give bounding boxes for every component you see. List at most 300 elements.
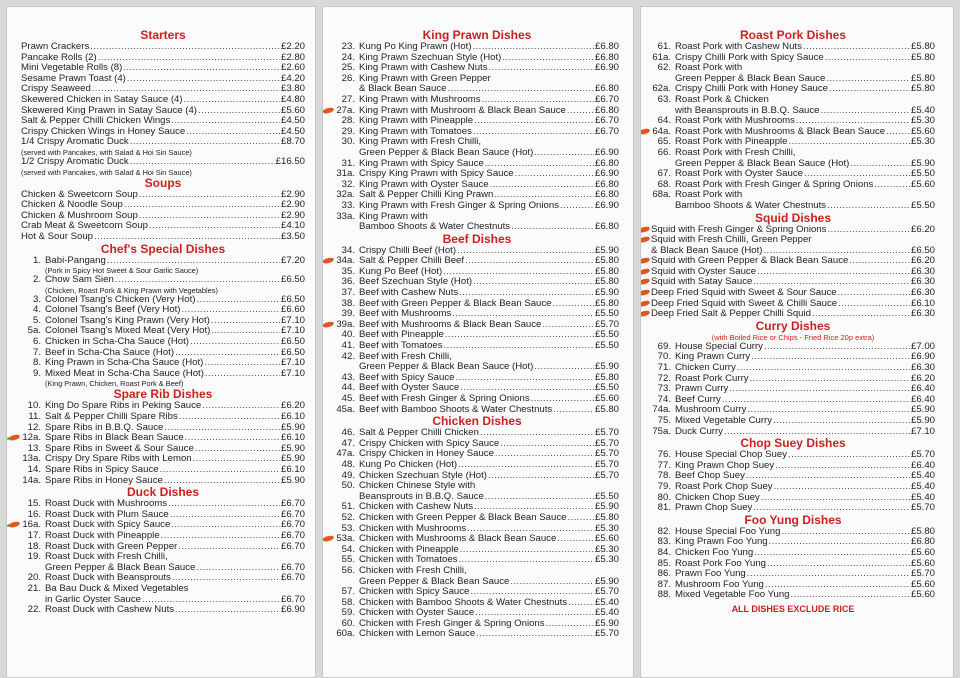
item-number: 9. [32,367,41,379]
item-name: Beef with Mushrooms & Black Bean Sauce [359,318,542,330]
item-name-cont: Green Pepper & Black Bean Sauce [675,72,826,84]
item-name: Chicken with Mushrooms [359,522,467,534]
item-price: £5.70 [910,568,935,580]
item-name: Chicken with Lemon Sauce [359,628,476,640]
leader-dots [531,394,594,405]
item-price: £5.30 [594,522,619,534]
item-price: £5.50 [594,490,619,502]
item-name: King Prawn with Fresh Chilli, [359,136,482,148]
section-title: Roast Pork Dishes [739,28,847,42]
item-price: £6.70 [594,125,619,137]
leader-dots [560,201,594,212]
leader-dots [515,169,594,180]
item-number: 38. [341,297,355,309]
item-price: £4.50 [280,125,305,137]
item-name: Salt & Pepper Chilli King Prawn [359,189,494,201]
item-note: (served with Pancakes, with Salad & Hoi Sin Sauce) [21,147,192,157]
chilli-icon [640,225,650,233]
item-number: 18. [27,540,41,552]
item-name: Beef Chop Suey [675,470,745,482]
item-name: Chicken with Fresh Ginger & Spring Onions [359,617,545,629]
item-name: Salt & Pepper Chilli Spare Ribs [45,411,178,423]
item-number: 83. [657,536,671,548]
menu-item [651,548,935,559]
item-price: £5.80 [910,51,935,63]
leader-dots [789,137,910,148]
item-number: 16. [27,508,41,520]
menu-item [651,482,935,493]
item-price: £6.70 [280,529,305,541]
item-name: Pancake Rolls (2) [21,51,97,63]
item-price: £6.70 [280,561,305,573]
item-price: £5.60 [594,533,619,545]
item-price: £6.70 [280,508,305,520]
item-number: 85. [657,557,671,569]
menu-item [335,42,619,53]
item-name: Mushroom Foo Yung [675,578,764,590]
item-name: King Do Spare Ribs in Peking Sauce [45,400,202,412]
item-number: 60a. [336,628,355,640]
section-title: Duck Dishes [126,485,200,500]
leader-dots [184,95,280,106]
item-price: £5.90 [280,442,305,454]
item-name: 1/4 Crispy Aromatic Duck [21,136,129,148]
item-price: £5.90 [594,501,619,513]
menu-item [651,95,935,106]
leader-dots [196,563,280,574]
item-number: 62. [657,62,671,74]
leader-dots [204,358,280,369]
leader-dots [737,363,910,374]
leader-dots [729,384,910,395]
item-price: £3.50 [280,230,305,242]
item-note: (Pork in Spicy Hot Sweet & Sour Garlic Sauce) [45,266,199,276]
item-price: £5.90 [910,404,935,416]
item-price: £6.70 [594,115,619,127]
leader-dots [781,527,910,538]
item-name: Beef Szechuan Style (Hot) [359,276,473,288]
item-name: Colonel Tsang's Beef (Very Hot) [45,304,181,316]
leader-dots [98,53,280,64]
item-number: 12. [27,421,41,433]
item-number: 61. [657,41,671,52]
item-price: £6.20 [910,255,935,267]
item-price: £5.70 [594,469,619,481]
item-name: Prawn Crackers [21,41,90,52]
leader-dots [168,499,280,510]
item-name: Spare Ribs in Spicy Sauce [45,464,159,475]
chilli-icon [640,299,650,307]
menu-item [21,369,305,380]
item-price: £6.80 [594,221,619,233]
item-name: King Prawn Szechuan Style (Hot) [359,51,502,63]
item-name: Chicken & Mushroom Soup [21,209,138,221]
item-number: 73. [657,383,671,395]
leader-dots [775,461,910,472]
item-price: £6.10 [280,411,305,423]
item-number: 31a. [336,168,355,180]
menu-item [651,590,935,601]
item-number: 30. [341,136,355,148]
leader-dots [553,405,594,416]
item-number: 88. [657,589,671,601]
leader-dots [124,200,280,211]
item-price: £6.70 [280,593,305,605]
item-price: £6.70 [594,93,619,105]
item-number: 69. [657,340,671,352]
item-name: Crispy Chicken Wings in Honey Sauce [21,125,186,137]
chilli-icon [323,321,335,329]
item-price: £2.80 [280,51,305,63]
item-name: Roast Pork with Cashew Nuts [675,41,802,52]
menu-column-1 [6,6,316,678]
item-name-cont: Beansprouts in B.B.Q. Sauce [359,490,484,502]
menu-item [335,629,619,640]
leader-dots [186,127,280,138]
item-name: King Prawn Curry [675,351,751,363]
leader-dots [445,330,594,341]
item-name: Crispy Seaweed [21,83,91,95]
item-name: Chicken with Tomatoes [359,554,458,566]
item-price: £6.30 [910,308,935,320]
item-number: 65. [657,136,671,148]
leader-dots [190,337,280,348]
item-price: £5.80 [594,403,619,415]
item-number: 45. [341,393,355,404]
item-price: £5.60 [910,557,935,569]
item-price: £5.40 [910,491,935,503]
item-name: House Special Foo Yung [675,525,781,537]
item-name: 1/2 Crispy Aromatic Duck [21,155,129,167]
item-name: Beef with Pineapple [359,329,444,341]
item-name: Roast Pork & Chicken [675,93,769,105]
menu-column-2 [322,6,634,678]
item-price: £7.20 [280,254,305,266]
item-name: King Prawn with Mushrooms [359,93,481,105]
menu-item [21,275,305,286]
item-number: 3. [32,293,41,305]
leader-dots [769,537,910,548]
item-price: £6.80 [594,157,619,169]
leader-dots [94,232,280,243]
leader-dots [171,116,280,127]
item-name: Mixed Vegetable Curry [675,415,773,426]
item-name: Chicken with Green Pepper & Black Bean Sauce [359,511,567,523]
leader-dots [444,341,594,352]
menu-item [21,42,305,53]
item-name: Deep Fried Salt & Pepper Chilli Squid [651,308,811,320]
item-number: 75. [657,415,671,426]
item-name: Roast Pork with [675,189,743,201]
section-title: Beef Dishes [442,231,512,246]
item-price: £6.90 [594,168,619,180]
item-number: 32. [341,178,355,190]
item-number: 87. [657,578,671,590]
item-number: 11. [28,411,41,423]
leader-dots [127,74,280,85]
item-number: 76. [657,449,671,461]
item-name: Roast Pork with Mushrooms & Black Bean Sauce [675,125,886,137]
item-name: Spare Ribs in B.B.Q. Sauce [45,421,164,433]
leader-dots [473,277,594,288]
item-name: Roast Duck with Plum Sauce [45,508,169,520]
item-price: £6.10 [280,432,305,444]
item-price: £3.80 [280,83,305,95]
item-number: 86. [657,568,671,580]
leader-dots [753,503,910,514]
item-number: 51. [341,501,355,513]
leader-dots [757,267,910,278]
item-number: 13. [27,442,41,454]
leader-dots [567,106,594,117]
item-number: 20. [27,572,41,584]
item-name: King Prawn with Mushroom & Black Bean Sauce [359,104,566,116]
item-name: Salt & Pepper Chilli Chicken [359,427,479,439]
item-name: Ba Bau Duck & Mixed Vegetables [45,582,189,594]
item-name: Beef with Oyster Sauce [359,382,460,394]
item-price: £5.90 [280,421,305,433]
item-price: £5.80 [910,41,935,52]
section-title: Chop Suey Dishes [740,436,846,451]
item-name: Roast Pork Chop Suey [675,480,773,492]
item-number: 7. [32,346,41,358]
item-price: £5.80 [594,511,619,523]
item-number: 25. [341,62,355,74]
item-price: £2.90 [280,199,305,211]
item-name: Duck Curry [675,425,723,437]
item-name: Roast Duck with Fresh Chilli, [45,551,168,563]
item-number: 62a. [652,83,671,95]
item-name: Crispy Chilli Beef (Hot) [359,244,457,256]
leader-dots [764,342,910,353]
leader-dots [761,493,910,504]
item-name: Skewered King Prawn in Satay Sauce (4) [21,104,197,116]
item-number: 60. [341,617,355,629]
item-number: 70. [657,351,671,363]
leader-dots [465,256,594,267]
item-name: King Prawn with Cashew Nuts [359,62,488,74]
item-price: £5.70 [910,502,935,514]
menu-item [651,503,935,514]
leader-dots [568,598,594,609]
item-number: 61a. [652,51,671,63]
item-note: (Chicken, Roast Pork & King Prawn with Vegetables) [45,285,218,295]
leader-dots [90,42,280,53]
item-price: £6.50 [280,346,305,358]
item-number: 78. [657,470,671,482]
leader-dots [457,246,594,257]
leader-dots [460,545,594,556]
item-name: Colonel Tsang's King Prawn (Very Hot) [45,314,210,326]
item-number: 48. [341,458,355,470]
item-price: £6.40 [910,459,935,471]
item-price: £5.30 [594,543,619,555]
item-price: £5.50 [594,329,619,341]
leader-dots [172,573,280,584]
item-number: 66. [657,146,671,158]
leader-dots [803,42,910,53]
leader-dots [107,256,280,267]
leader-dots [751,352,910,363]
menu-item-continued [335,222,619,233]
item-number: 84. [657,546,671,558]
item-name: Beef Curry [675,393,721,405]
item-name: King Prawn with [359,210,428,222]
item-number: 29. [341,125,355,137]
item-name: Roast Pork with [675,62,743,74]
leader-dots [196,295,280,306]
menu-item [335,201,619,212]
leader-dots [500,439,594,450]
item-name-cont: Bamboo Shoots & Water Chestnuts [675,199,827,211]
item-price: £5.90 [910,415,935,426]
item-name-cont: Green Pepper & Black Bean Sauce [45,561,196,573]
item-number: 8. [32,357,41,369]
item-name: King Prawn in Scha-Cha Sauce (Hot) [45,357,204,369]
menu-item [335,394,619,405]
item-number: 72. [657,372,671,384]
item-name: Chicken with Cashew Nuts [359,501,474,513]
menu-item [335,513,619,524]
item-price: £6.20 [280,400,305,412]
section-title: Starters [140,28,186,42]
leader-dots [139,211,280,222]
item-number: 49. [341,469,355,481]
item-number: 5. [32,314,41,326]
item-number: 2. [32,274,41,286]
menu-item [21,465,305,476]
item-name: Beef with Bamboo Shoots & Water Chestnuts [359,403,553,415]
leader-dots [849,256,910,267]
menu-item [21,584,305,595]
item-price: £5.60 [280,104,305,116]
leader-dots [211,316,280,327]
item-price: £5.30 [910,115,935,127]
item-price: £5.50 [594,308,619,320]
item-name-cont: Green Pepper & Black Bean Sauce [359,575,510,587]
item-name: Chicken with Oyster Sauce [359,607,475,619]
chilli-icon [640,289,650,297]
menu-item [651,42,935,53]
item-name: Babi-Pangang [45,254,106,266]
item-price: £5.90 [594,617,619,629]
item-name: Roast Duck with Cashew Nuts [45,604,175,616]
item-name-cont: & Black Bean Sauce [359,83,447,95]
item-name: Roast Pork Foo Yung [675,557,767,569]
item-name: Crispy Chilli Pork with Honey Sauce [675,83,829,95]
leader-dots [747,569,910,580]
item-number: 59. [341,607,355,619]
item-name: Roast Duck with Green Pepper [45,540,178,552]
item-name: King Prawn with Spicy Sauce [359,157,484,169]
item-name: House Special Curry [675,340,763,352]
item-name: Hot & Sour Soup [21,230,93,242]
item-name: Colonel Tsang's Mixed Meat (Very Hot) [45,325,211,337]
item-name: King Prawn Chop Suey [675,459,775,471]
item-price: £5.70 [910,449,935,461]
item-name: Beef with Fresh Chilli, [359,350,452,362]
leader-dots [193,454,280,465]
chilli-icon [323,535,335,543]
leader-dots [175,605,280,616]
menu-item [651,416,935,427]
leader-dots [502,53,594,64]
item-price: £5.80 [594,255,619,267]
menu-item-continued [651,201,935,212]
item-name: Prawn Foo Yung [675,568,746,580]
menu-footer: ALL DISHES EXCLUDE RICE [731,603,855,614]
item-name: Beef with Cashew Nuts [359,287,459,299]
item-number: 64a. [652,125,671,137]
item-number: 55. [341,554,355,566]
item-price: £6.90 [280,604,305,616]
leader-dots [458,555,594,566]
item-number: 19. [27,551,41,563]
item-price: £7.10 [280,367,305,379]
leader-dots [170,510,280,521]
item-price: £6.80 [594,83,619,95]
item-number: 36. [341,276,355,288]
leader-dots [773,416,910,427]
item-name: Roast Duck with Pineapple [45,529,160,541]
leader-dots [850,159,910,170]
item-name: Roast Pork Curry [675,372,749,384]
menu-item [335,95,619,106]
item-price: £5.40 [594,607,619,619]
item-number: 64. [657,115,671,127]
leader-dots [553,299,594,310]
item-price: £5.60 [910,125,935,137]
item-price: £2.90 [280,209,305,221]
menu-item-continued [335,148,619,159]
item-price: £5.90 [594,361,619,373]
section-title: Curry Dishes [755,318,831,333]
leader-dots [490,180,594,191]
leader-dots [567,513,594,524]
leader-dots [474,116,594,127]
item-name: Kung Po Beef (Hot) [359,265,443,277]
item-price: £8.70 [280,136,305,148]
leader-dots [534,148,594,159]
item-price: £5.80 [910,83,935,95]
item-price: £4.20 [280,72,305,84]
item-name: Spare Ribs in Honey Sauce [45,474,163,486]
item-name: Squid with Fresh Ginger & Spring Onions [651,223,827,235]
section-title: Chicken Dishes [432,414,522,429]
item-number: 41. [341,340,355,352]
item-price: £6.30 [910,287,935,299]
leader-dots [139,190,280,201]
item-name-cont: with Beansprouts in B.B.Q. Sauce [675,104,820,116]
section-title: Soups [144,175,182,190]
item-price: £5.50 [594,340,619,352]
item-price: £6.30 [910,362,935,374]
chilli-icon [323,257,335,265]
item-price: £5.60 [910,546,935,558]
leader-dots [812,309,910,320]
item-number: 34. [341,244,355,256]
item-price: £5.80 [594,371,619,383]
item-price: £5.70 [594,458,619,470]
menu-item [335,566,619,577]
item-price: £5.80 [910,525,935,537]
item-note: (King Prawn, Chicken, Roast Pork & Beef) [45,379,184,389]
menu-item [21,157,305,168]
leader-dots [874,180,910,191]
leader-dots [826,74,910,85]
item-name: Roast Pork with Oyster Sauce [675,168,803,180]
item-name: Chicken Foo Yung [675,546,754,558]
